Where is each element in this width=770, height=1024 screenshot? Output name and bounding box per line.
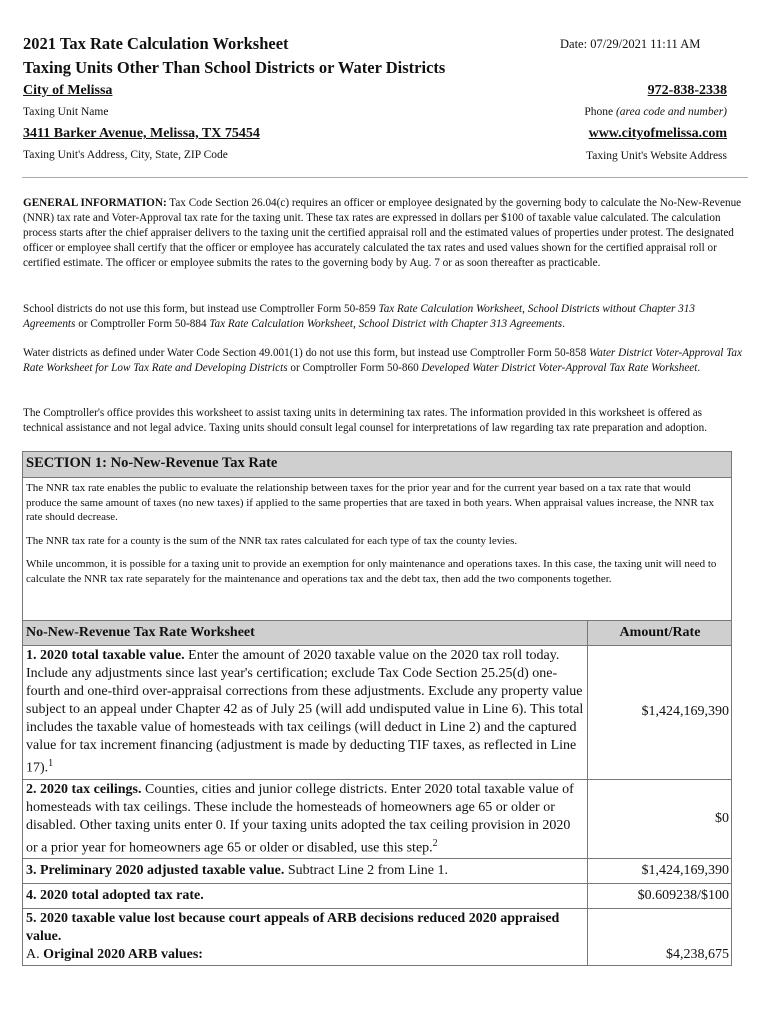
line-2-text: Counties, cities and junior college districts. Enter 2020 total taxable value of homesteads with tax ceilings. These include the homesteads of homeowners age 65 or older or disabled. Other taxing units enter 0. If your taxing units adopted the tax ceiling provision in 2020 or a prior year for homeowners age 65 or older or disabled, use this step. [26,781,574,856]
section-1-title: SECTION 1: No-New-Revenue Tax Rate [23,452,731,478]
line-1-label: 1. 2020 total taxable value. [26,648,185,663]
website-link[interactable]: www.cityofmelissa.com [588,126,727,141]
line-1-text: Enter the amount of 2020 taxable value on the 2020 tax roll today. Include any adjustments since last year's certification; exclude Tax Code Section 25.25(d) one-fourth and one-third over-appraisal corrections from these adjustments. Exclude any property value subject to an appeal under Chapter 42 as of July 25 (will add undisputed value in Line 6). This total includes the taxable value of homesteads with tax ceilings (will deduct in Line 2) and the captured value for tax increment financing (adjustment is made by deducting TIF taxes, as reflected in Line 17). [26,648,584,776]
water-form-858-title: Water District Voter-Approval Tax Rate Worksheet for Low Tax Rate and Developing Districts [23,347,742,374]
phone-label [584,106,727,118]
school-note-text-3: . [562,318,565,330]
line-3-amount: $1,424,169,390 [588,859,732,884]
address-label: Taxing Unit's Address, City, State, ZIP Code [23,149,228,161]
section-1-paragraph: The NNR tax rate for a county is the sum of the NNR tax rates calculated for each type of tax the county levies. [26,534,518,547]
school-note-text-2: or Comptroller Form 50-884 [75,318,210,330]
line-2-description [23,779,588,859]
line-5-description [23,909,588,966]
general-information [23,196,743,271]
school-district-note [23,302,743,332]
line-4-amount: $0.609238/$100 [588,884,732,909]
line-2-label: 2. 2020 tax ceilings. [26,781,142,797]
phone-number: 972-838-2338 [647,83,727,98]
phone-label-text: Phone [584,106,614,118]
column-header-amount: Amount/Rate [588,621,732,646]
section-1-paragraph: The NNR tax rate enables the public to evaluate the relationship between taxes for the prior year and for the current year based on a tax rate that would produce the same amount of taxes (no new taxes) if applied to the same properties that are taxed in both years. When appraisal values increase, the NNR tax rate should decrease. [26,482,714,523]
school-note-text-1: School districts do not use this form, but instead use Comptroller Form 50-859 [23,303,379,315]
line-4-description [23,884,588,909]
taxing-unit-address: 3411 Barker Avenue, Melissa, TX 75454 [23,126,260,141]
print-date: Date: 07/29/2021 11:11 AM [560,37,701,51]
school-form-859-title: Tax Rate Calculation Worksheet, School Districts without Chapter 313 Agreements [23,303,695,330]
line-5a-amount: $4,238,675 [588,909,732,966]
line-3-label: 3. Preliminary 2020 adjusted taxable value. [26,863,285,879]
table-row [23,884,732,909]
line-3-description [23,859,588,884]
line-1-footnote: 1 [48,758,54,769]
water-note-text-3: . [697,362,701,374]
water-district-note [23,346,743,376]
comptroller-note: The Comptroller's office provides this worksheet to assist taxing units in determining tax rates. The information provided in this worksheet is offered as technical assistance and not legal advice. Taxing units should consult legal counsel for interpretations of law regarding tax rate preparation and adoption. [23,407,708,434]
line-2-amount: $0 [588,779,732,859]
table-row [23,859,732,884]
form-title: 2021 Tax Rate Calculation Worksheet [23,34,289,53]
water-note-text-2: or Comptroller Form 50-860 [287,362,422,374]
general-information-text: Tax Code Section 26.04(c) requires an officer or employee designated by the governing body to calculate the No-New-Revenue (NNR) tax rate and Voter-Approval tax rate for the taxing unit. These tax rates are expressed in dollars per $100 of taxable value calculated. The calculation process starts after the chief appraiser delivers to the taxing unit the certified appraisal roll and the estimated values of properties under protest. The designated officer or employee shall certify that the officer or employee has accurately calculated the tax rates and used values shown for the certified appraisal roll or certified estimate. The officer or employee submits the rates to the governing body by Aug. 7 or as soon thereafter as practicable. [23,197,742,269]
table-row [23,909,732,966]
line-1-amount: $1,424,169,390 [588,646,732,780]
school-form-884-title: Tax Rate Calculation Worksheet, School District with Chapter 313 Agreements [209,318,563,330]
line-3-text: Subtract Line 2 from Line 1. [284,863,449,879]
taxing-unit-name: City of Melissa [23,83,113,98]
nnr-worksheet-table [22,620,732,966]
phone-label-hint: (area code and number) [615,106,727,118]
taxing-unit-name-label: Taxing Unit Name [23,106,109,118]
form-subtitle: Taxing Units Other Than School Districts or Water Districts [23,58,446,77]
water-form-860-title: Developed Water District Voter-Approval Tax Rate Worksheet [421,362,698,374]
column-header-worksheet: No-New-Revenue Tax Rate Worksheet [23,621,588,646]
line-5a-label: Original 2020 ARB values: [43,947,203,963]
general-information-label: GENERAL INFORMATION: [23,197,167,209]
line-2-footnote: 2 [432,837,438,849]
table-row [23,779,732,859]
section-1-body [23,478,731,586]
water-note-text-1: Water districts as defined under Water Code Section 49.001(1) do not use this form, but instead use Comptroller Form 50-858 [23,347,589,359]
section-1-paragraph: While uncommon, it is possible for a taxing unit to provide an exemption for only maintenance and operations taxes. In this case, the taxing unit will need to calculate the NNR tax rate separately for the maintenance and operations tax and the debt tax, then add the two components together. [26,558,717,585]
line-5-label: 5. 2020 taxable value lost because court appeals of ARB decisions reduced 2020 appraised value. [26,911,560,945]
section-1 [22,451,732,622]
table-header-row [23,621,732,646]
line-4-label: 4. 2020 total adopted tax rate. [26,888,204,904]
table-row [23,646,732,780]
header-divider [22,177,748,178]
website-label: Taxing Unit's Website Address [586,150,727,162]
line-5a-prefix: A. [26,947,44,963]
line-1-description [23,646,588,780]
